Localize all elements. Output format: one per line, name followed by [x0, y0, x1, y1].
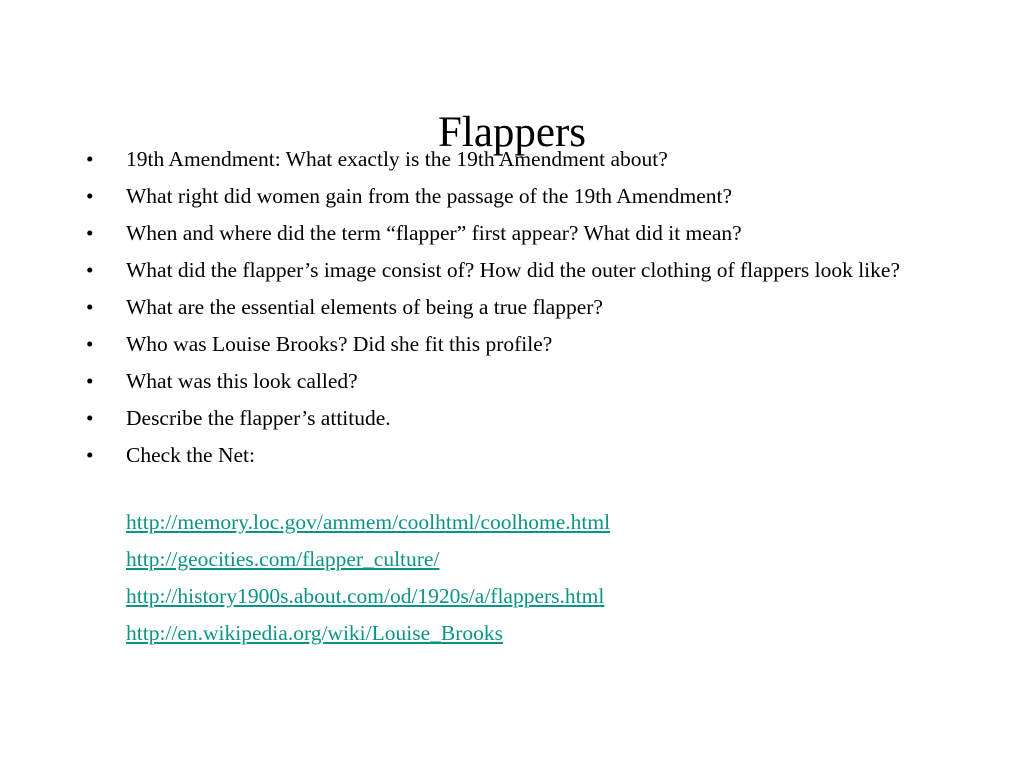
- slide-title: Flappers: [437, 108, 587, 156]
- bullet-text: What right did women gain from the passage of the 19th Amendment?: [126, 184, 733, 208]
- link-item: [126, 618, 610, 649]
- list-item: [0, 181, 1024, 212]
- link-history1900s-flappers[interactable]: http://history1900s.about.com/od/1920s/a/flappers.html: [126, 584, 605, 608]
- bullet-text: What did the flapper’s image consist of? How did the outer clothing of flappers look like?: [126, 258, 900, 282]
- bullet-list: [0, 144, 1024, 477]
- bullet-text: Who was Louise Brooks? Did she fit this profile?: [126, 332, 553, 356]
- bullet-icon: •: [86, 369, 94, 393]
- bullet-icon: •: [86, 295, 94, 319]
- bullet-icon: •: [86, 406, 94, 430]
- bullet-text: What was this look called?: [126, 369, 358, 393]
- list-item: [0, 144, 1024, 175]
- bullet-text: What are the essential elements of being a true flapper?: [126, 295, 603, 319]
- bullet-text: Check the Net:: [126, 443, 255, 467]
- bullet-text: When and where did the term “flapper” first appear? What did it mean?: [126, 221, 742, 245]
- list-item: [0, 440, 1024, 471]
- list-item: [0, 292, 1024, 323]
- link-list: [126, 507, 610, 655]
- bullet-icon: •: [86, 147, 94, 171]
- link-wikipedia-louise-brooks[interactable]: http://en.wikipedia.org/wiki/Louise_Brooks: [126, 621, 504, 645]
- bullet-icon: •: [86, 332, 94, 356]
- list-item: [0, 366, 1024, 397]
- link-item: [126, 507, 610, 538]
- link-item: [126, 581, 610, 612]
- list-item: [0, 218, 1024, 249]
- link-loc-coolhome[interactable]: http://memory.loc.gov/ammem/coolhtml/coolhome.html: [126, 510, 611, 534]
- bullet-icon: •: [86, 184, 94, 208]
- link-geocities-flapper-culture[interactable]: http://geocities.com/flapper_culture/: [126, 547, 440, 571]
- list-item: [0, 403, 1024, 434]
- list-item: [0, 255, 1024, 286]
- bullet-text: 19th Amendment: What exactly is the 19th Amendment about?: [126, 147, 668, 171]
- bullet-icon: •: [86, 221, 94, 245]
- link-item: [126, 544, 610, 575]
- list-item: [0, 329, 1024, 360]
- bullet-text: Describe the flapper’s attitude.: [126, 406, 391, 430]
- bullet-icon: •: [86, 443, 94, 467]
- bullet-icon: •: [86, 258, 94, 282]
